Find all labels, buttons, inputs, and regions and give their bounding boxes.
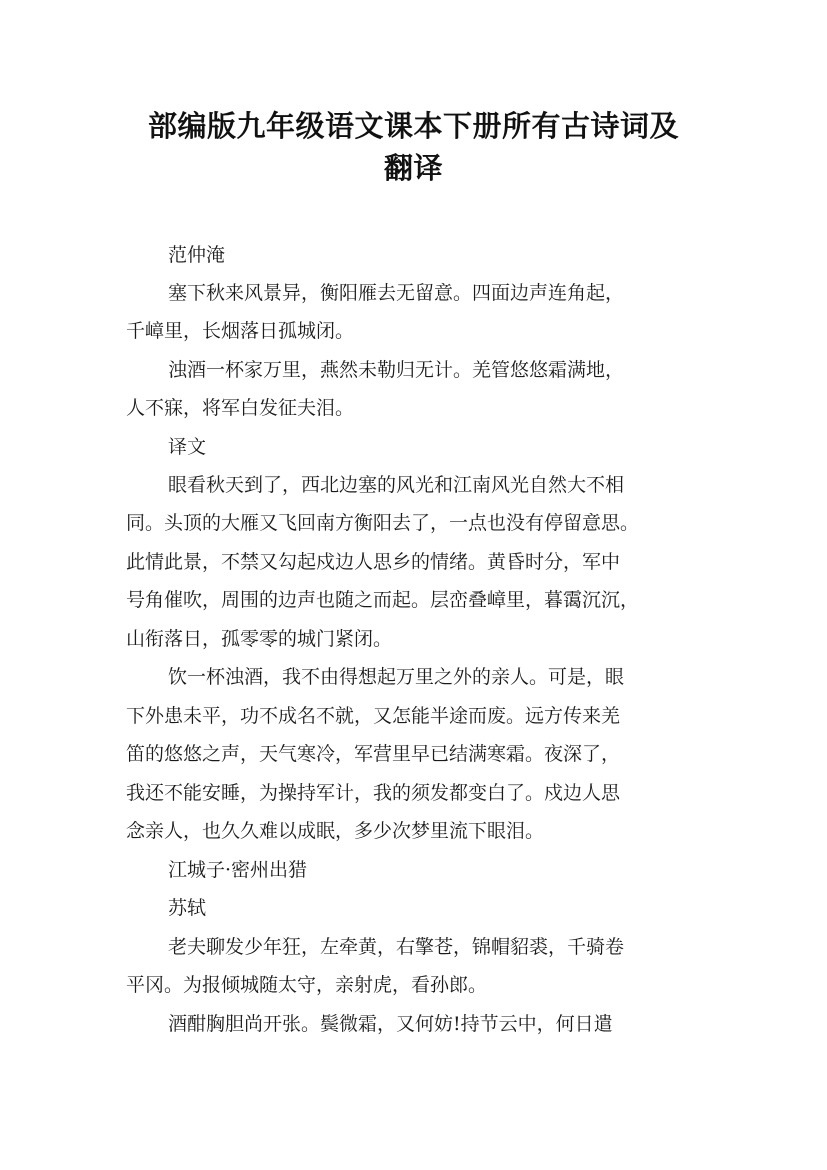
poem-line: 浊酒一杯家万里，燕然未勒归无计。羌管悠悠霜满地， <box>168 359 625 381</box>
translation-line: 我还不能安睡，为操持军计，我的须发都变白了。戍边人思 <box>126 782 621 804</box>
author-fan-zhongyan: 范仲淹 <box>168 244 226 266</box>
translation-line: 饮一杯浊酒，我不由得想起万里之外的亲人。可是，眼 <box>168 666 625 688</box>
poem-title-jiangchengzi: 江城子·密州出猎 <box>168 859 308 881</box>
poem-line: 老夫聊发少年狂，左牵黄，右擎苍，锦帽貂裘，千骑卷 <box>168 936 625 958</box>
translation-line: 笛的悠悠之声，天气寒冷，军营里早已结满寒霜。夜深了， <box>126 743 621 765</box>
author-su-shi: 苏轼 <box>168 897 207 919</box>
translation-line: 号角催吹，周围的边声也随之而起。层峦叠嶂里，暮霭沉沉， <box>126 589 640 611</box>
poem-line: 酒酣胸胆尚开张。鬓微霜，又何妨!持节云中，何日遣 <box>168 1013 613 1035</box>
translation-line: 此情此景，不禁又勾起戍边人思乡的情绪。黄昏时分，军中 <box>126 551 621 573</box>
translation-line: 念亲人，也久久难以成眠，多少次梦里流下眼泪。 <box>126 820 545 842</box>
translation-line: 同。头顶的大雁又飞回南方衡阳去了，一点也没有停留意思。 <box>126 512 640 534</box>
poem-line: 人不寐，将军白发征夫泪。 <box>126 397 355 419</box>
translation-line: 眼看秋天到了，西北边塞的风光和江南风光自然大不相 <box>168 474 625 496</box>
translation-line: 山衔落日，孤零零的城门紧闭。 <box>126 628 393 650</box>
document-title-line-1: 部编版九年级语文课本下册所有古诗词及 <box>147 109 679 143</box>
poem-line: 平冈。为报倾城随太守，亲射虎，看孙郎。 <box>126 974 488 996</box>
document-title-line-2: 翻译 <box>383 151 443 185</box>
translation-heading: 译文 <box>168 436 207 458</box>
poem-line: 千嶂里，长烟落日孤城闭。 <box>126 320 355 342</box>
translation-line: 下外患未平，功不成名不就，又怎能半途而废。远方传来羌 <box>126 705 621 727</box>
poem-line: 塞下秋来风景异，衡阳雁去无留意。四面边声连角起， <box>168 282 625 304</box>
